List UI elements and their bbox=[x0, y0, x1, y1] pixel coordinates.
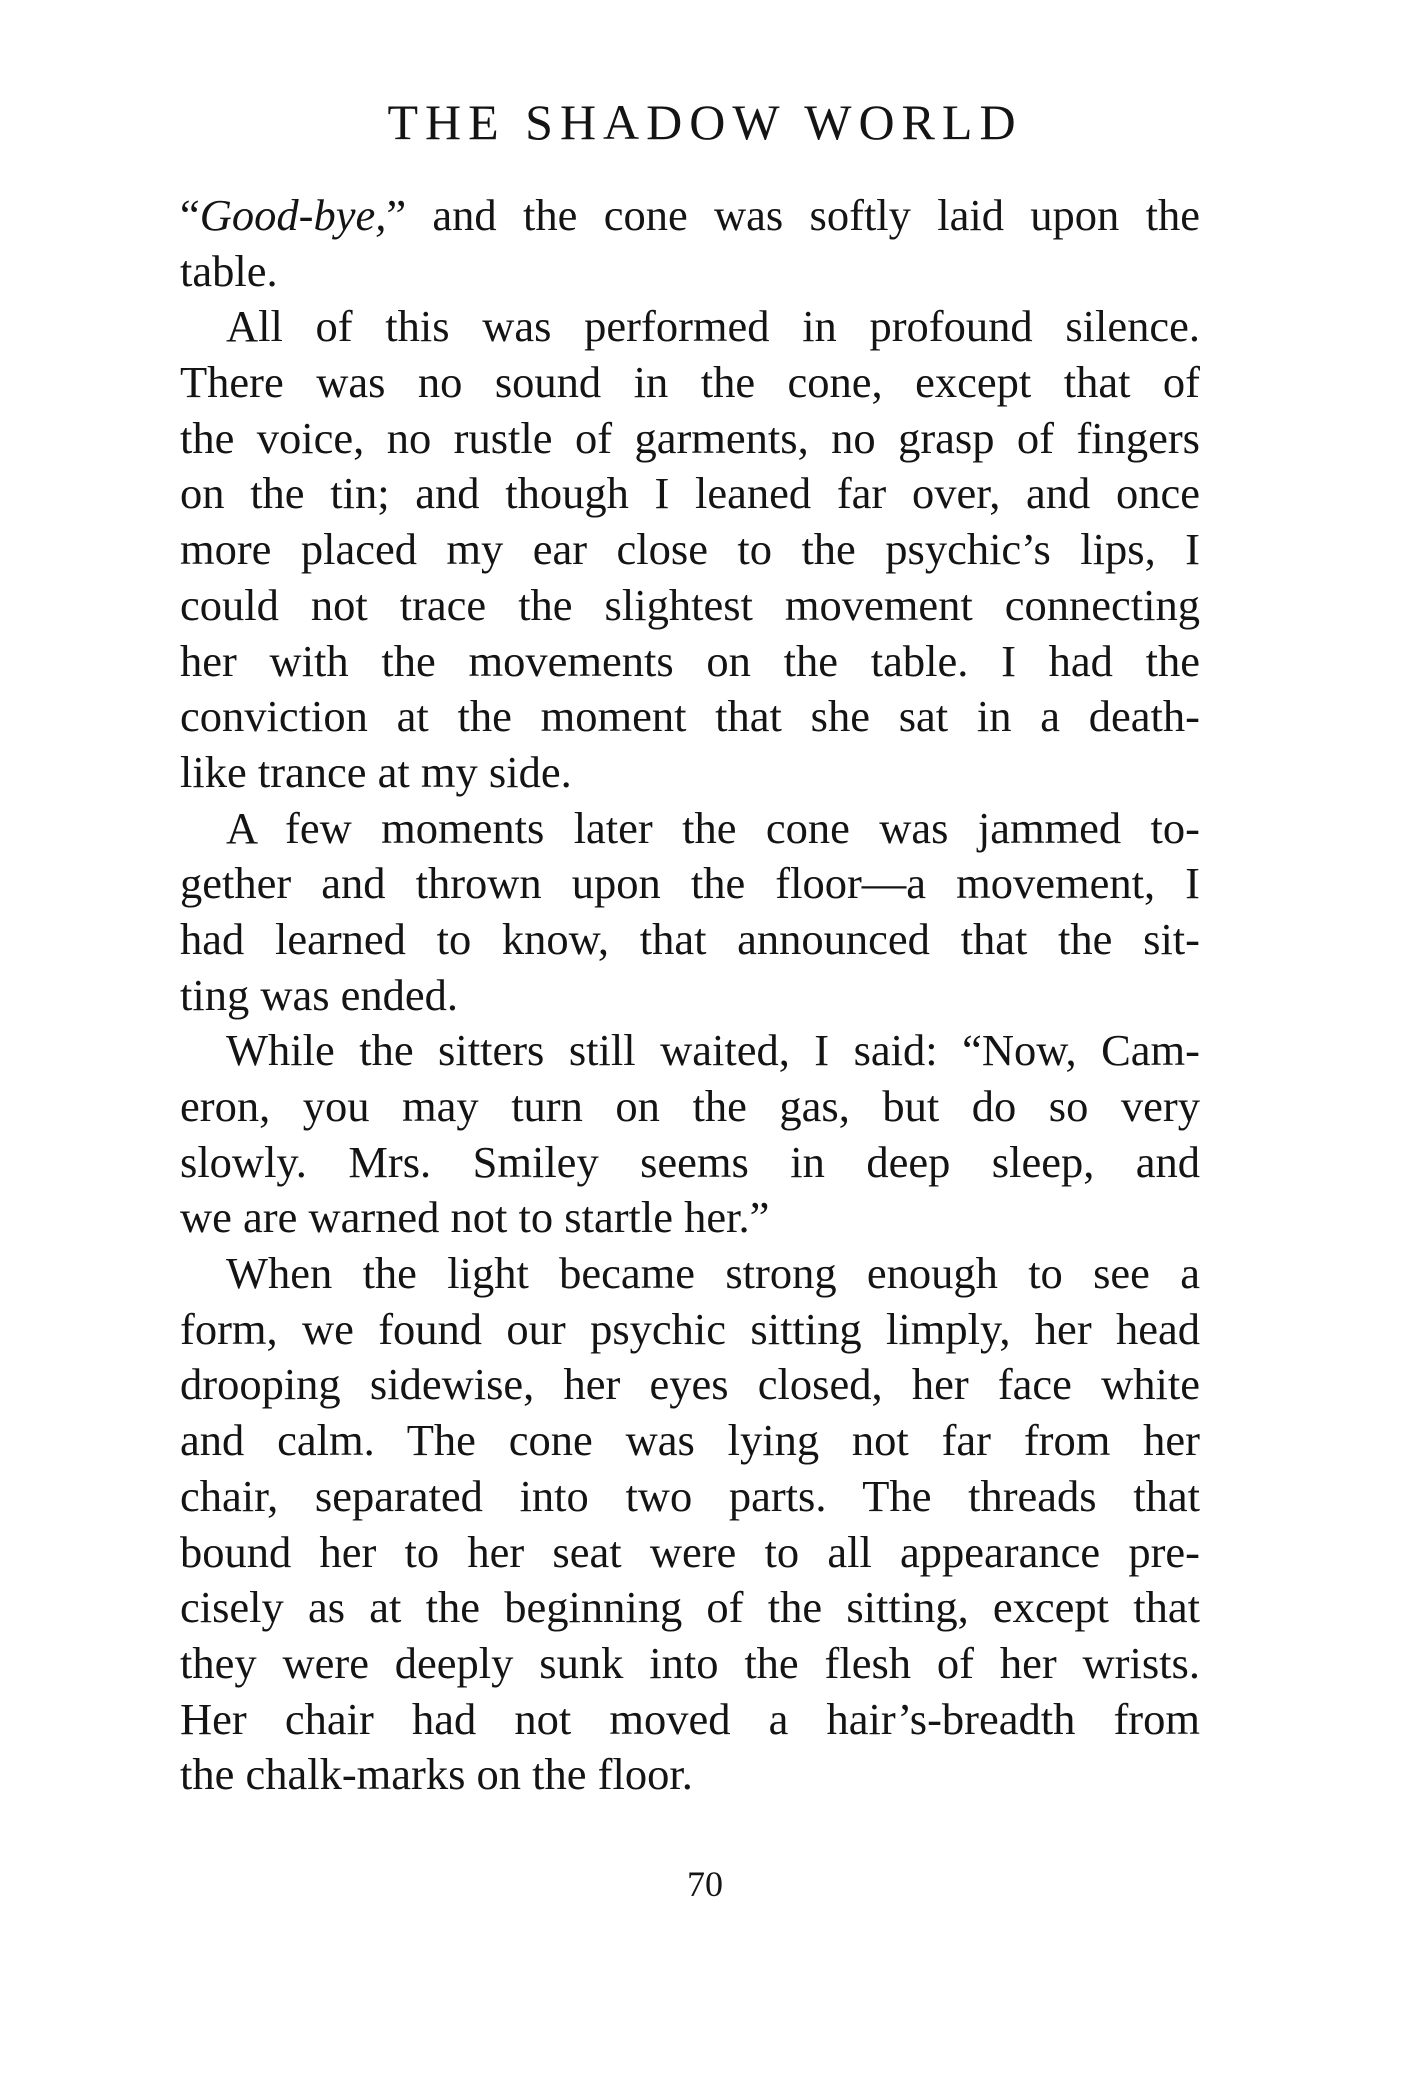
text-line: eron, you may turn on the gas, but do so very bbox=[180, 1081, 1200, 1131]
text-line: could not trace the slightest movement connecting bbox=[180, 579, 1200, 630]
text-line: ting was ended. bbox=[180, 969, 459, 1020]
running-title: THE SHADOW WORLD bbox=[387, 94, 1023, 150]
text-line: cisely as at the beginning of the sitting, except that bbox=[180, 1582, 1200, 1633]
page-number: 70 bbox=[687, 1864, 723, 1904]
text-line: the voice, no rustle of garments, no grasp of fingers bbox=[180, 412, 1200, 463]
text-line: There was no sound in the cone, except that of bbox=[180, 357, 1200, 408]
paragraph-first-line: When the light became strong enough to see a bbox=[226, 1248, 1200, 1299]
paragraph-first-line: A few moments later the cone was jammed to- bbox=[226, 802, 1200, 853]
text-line: bound her to her seat were to all appearance pre- bbox=[180, 1526, 1200, 1577]
text-line: the chalk-marks on the floor. bbox=[180, 1749, 693, 1800]
text-line: more placed my ear close to the psychic’s lips, I bbox=[180, 524, 1200, 575]
text-line: her with the movements on the table. I had the bbox=[180, 635, 1200, 686]
text-line: Her chair had not moved a hair’s-breadth from bbox=[180, 1693, 1200, 1744]
text-line: we are warned not to startle her.” bbox=[180, 1192, 770, 1243]
paragraph-first-line: All of this was performed in profound silence. bbox=[226, 301, 1200, 352]
italic-word: Good-bye, bbox=[199, 190, 387, 240]
text-line: on the tin; and though I leaned far over, and once bbox=[180, 468, 1200, 519]
text-line: drooping sidewise, her eyes closed, her face white bbox=[180, 1359, 1200, 1410]
text-line: and calm. The cone was lying not far from her bbox=[180, 1415, 1200, 1466]
text-line: form, we found our psychic sitting limply, her head bbox=[180, 1303, 1200, 1354]
text-line: “Good-bye,” and the cone was softly laid upon the bbox=[180, 190, 1200, 240]
paragraph-first-line: While the sitters still waited, I said: “Now, Cam- bbox=[226, 1025, 1200, 1076]
text-line: like trance at my side. bbox=[180, 746, 572, 797]
text-line: had learned to know, that announced that the sit- bbox=[180, 913, 1200, 964]
text-line: slowly. Mrs. Smiley seems in deep sleep, and bbox=[180, 1136, 1200, 1187]
text-line: they were deeply sunk into the flesh of her wrists. bbox=[180, 1637, 1200, 1688]
text-line: table. bbox=[180, 245, 278, 296]
text-line: gether and thrown upon the floor—a movement, I bbox=[180, 858, 1200, 909]
body-text bbox=[180, 188, 1200, 1803]
text-line: conviction at the moment that she sat in a death- bbox=[180, 691, 1200, 742]
text-line: chair, separated into two parts. The threads that bbox=[180, 1470, 1200, 1521]
